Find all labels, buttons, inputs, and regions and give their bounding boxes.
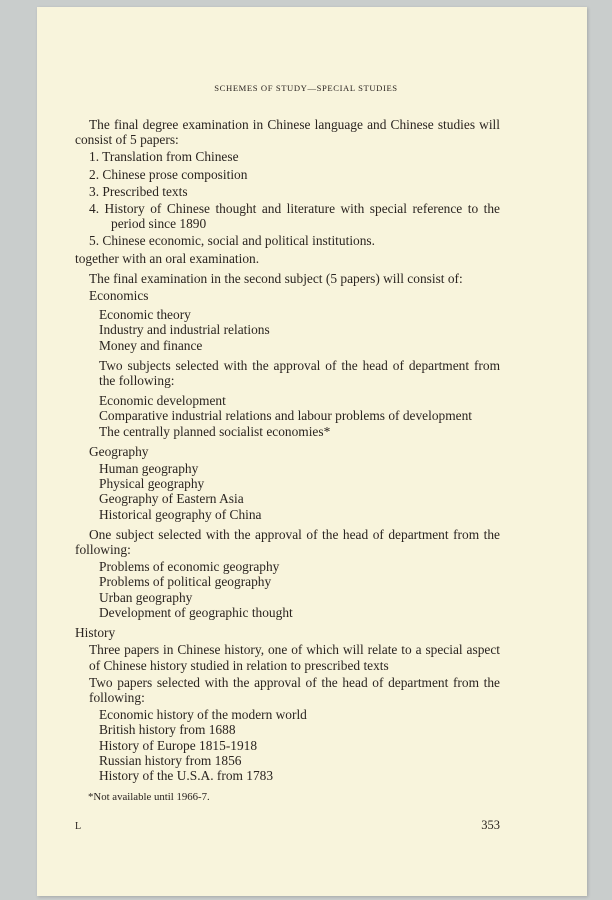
paper-item: 2. Chinese prose composition <box>89 166 248 182</box>
history-core-note: Three papers in Chinese history, one of which will relate to a special aspect of Chinese history studied in relation to prescribed texts <box>89 642 500 673</box>
second-subject-section <box>75 271 500 783</box>
footnote: *Not available until 1966-7. <box>88 791 210 804</box>
history-option-item: Russian history from 1856 <box>99 752 242 768</box>
paper-item: 4. History of Chinese thought and literature with special reference to the period since 1890 <box>89 201 500 232</box>
geography-core-list <box>75 461 500 522</box>
geography-option-item: Problems of political geography <box>99 574 272 590</box>
economics-core-item: Economic theory <box>99 307 191 323</box>
running-head: SCHEMES OF STUDY—SPECIAL STUDIES <box>214 83 398 93</box>
geography-options-list <box>75 559 500 620</box>
paper-list <box>75 149 500 248</box>
history-option-item: Economic history of the modern world <box>99 707 307 723</box>
history-option-item: History of the U.S.A. from 1783 <box>99 767 274 783</box>
geography-core-item: Physical geography <box>99 476 205 492</box>
signature-mark: L <box>75 821 82 833</box>
geography-core-item: Historical geography of China <box>99 506 262 522</box>
economics-option-item: The centrally planned socialist economies* <box>99 423 331 439</box>
geography-option-item: Development of geographic thought <box>99 604 293 620</box>
intro-closing: together with an oral examination. <box>75 250 260 266</box>
geography-option-item: Problems of economic geography <box>99 559 280 575</box>
paper-item: 1. Translation from Chinese <box>89 149 239 165</box>
text-column <box>75 117 500 833</box>
economics-options-list <box>75 393 500 439</box>
intro-section <box>75 117 500 266</box>
history-option-item: History of Europe 1815-1918 <box>99 737 258 753</box>
paper-item: 5. Chinese economic, social and political institutions. <box>89 233 375 249</box>
history-options-list <box>75 707 500 783</box>
geography-heading: Geography <box>89 443 149 459</box>
intro-paragraph: The final degree examination in Chinese language and Chinese studies will consist of 5 papers: <box>75 117 500 148</box>
economics-option-item: Comparative industrial relations and labour problems of development <box>99 408 472 424</box>
history-option-item: British history from 1688 <box>99 722 236 738</box>
geography-core-item: Geography of Eastern Asia <box>99 491 244 507</box>
economics-selection-note: Two subjects selected with the approval of the head of department from the following: <box>99 357 500 389</box>
history-selection-note: Two papers selected with the approval of the head of department from the following: <box>89 674 500 705</box>
economics-heading: Economics <box>89 288 149 304</box>
economics-core-list <box>75 307 500 353</box>
geography-selection-note: One subject selected with the approval of the head of department from the following: <box>75 526 500 558</box>
economics-option-item: Economic development <box>99 393 226 409</box>
page-number: 353 <box>481 818 500 833</box>
geography-option-item: Urban geography <box>99 589 193 605</box>
second-subject-intro: The final examination in the second subject (5 papers) will consist of: <box>89 270 463 286</box>
economics-core-item: Money and finance <box>99 337 203 353</box>
economics-core-item: Industry and industrial relations <box>99 322 270 338</box>
page-footer <box>75 818 500 833</box>
paper-item: 3. Prescribed texts <box>89 183 188 199</box>
history-heading: History <box>75 625 116 641</box>
geography-core-item: Human geography <box>99 461 199 477</box>
